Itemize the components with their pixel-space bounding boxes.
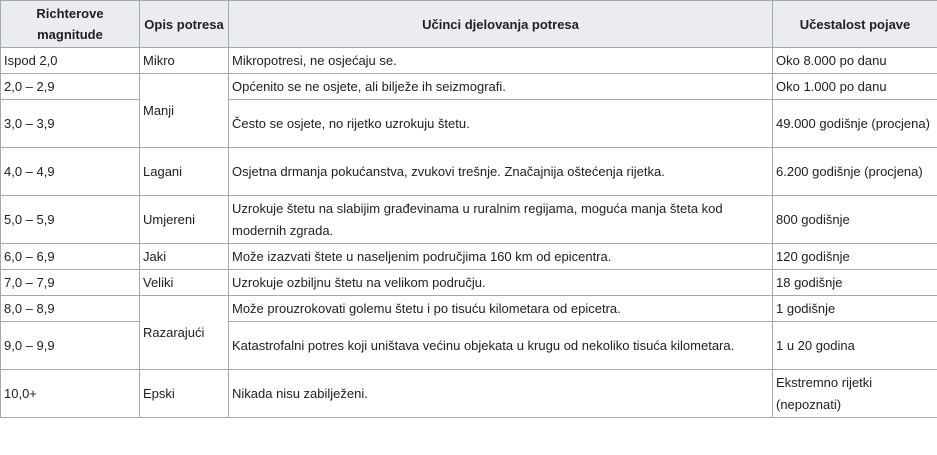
frequency-cell: 49.000 godišnje (procjena)	[773, 100, 937, 148]
description-cell: Manji	[140, 74, 229, 148]
description-cell: Umjereni	[140, 196, 229, 244]
effects-cell: Može izazvati štete u naseljenim područjima 160 km od epicentra.	[229, 244, 773, 270]
effects-cell: Uzrokuje ozbiljnu štetu na velikom području.	[229, 270, 773, 296]
frequency-cell: 120 godišnje	[773, 244, 937, 270]
description-cell: Jaki	[140, 244, 229, 270]
effects-cell: Mikropotresi, ne osjećaju se.	[229, 48, 773, 74]
frequency-cell: 18 godišnje	[773, 270, 937, 296]
table-row	[1, 296, 937, 322]
table-row	[1, 196, 937, 244]
table-row	[1, 244, 937, 270]
effects-cell: Često se osjete, no rijetko uzrokuju štetu.	[229, 100, 773, 148]
magnitude-cell: 3,0 – 3,9	[1, 100, 140, 148]
frequency-cell: Oko 1.000 po danu	[773, 74, 937, 100]
header-description: Opis potresa	[140, 1, 229, 48]
table-row	[1, 48, 937, 74]
frequency-cell: Ekstremno rijetki (nepoznati)	[773, 370, 937, 418]
description-cell: Veliki	[140, 270, 229, 296]
header-effects: Učinci djelovanja potresa	[229, 1, 773, 48]
magnitude-cell: 7,0 – 7,9	[1, 270, 140, 296]
description-cell: Razarajući	[140, 296, 229, 370]
description-cell: Lagani	[140, 148, 229, 196]
effects-cell: Katastrofalni potres koji uništava većinu objekata u krugu od nekoliko tisuća kilometara.	[229, 322, 773, 370]
magnitude-cell: 4,0 – 4,9	[1, 148, 140, 196]
header-magnitude: Richterove magnitude	[1, 1, 140, 48]
frequency-cell: 1 godišnje	[773, 296, 937, 322]
frequency-cell: Oko 8.000 po danu	[773, 48, 937, 74]
table-row	[1, 270, 937, 296]
magnitude-cell: 8,0 – 8,9	[1, 296, 140, 322]
magnitude-cell: 9,0 – 9,9	[1, 322, 140, 370]
effects-cell: Općenito se ne osjete, ali bilježe ih seizmografi.	[229, 74, 773, 100]
description-cell: Mikro	[140, 48, 229, 74]
description-cell: Epski	[140, 370, 229, 418]
header-frequency: Učestalost pojave	[773, 1, 937, 48]
effects-cell: Nikada nisu zabilježeni.	[229, 370, 773, 418]
magnitude-cell: 5,0 – 5,9	[1, 196, 140, 244]
magnitude-cell: 10,0+	[1, 370, 140, 418]
effects-cell: Uzrokuje štetu na slabijim građevinama u ruralnim regijama, moguća manja šteta kod modernih zgrada.	[229, 196, 773, 244]
frequency-cell: 1 u 20 godina	[773, 322, 937, 370]
effects-cell: Može prouzrokovati golemu štetu i po tisuću kilometara od epicetra.	[229, 296, 773, 322]
magnitude-cell: 6,0 – 6,9	[1, 244, 140, 270]
frequency-cell: 6.200 godišnje (procjena)	[773, 148, 937, 196]
table-row	[1, 74, 937, 100]
table-header-row	[1, 1, 937, 48]
magnitude-cell: 2,0 – 2,9	[1, 74, 140, 100]
effects-cell: Osjetna drmanja pokućanstva, zvukovi trešnje. Značajnija oštećenja rijetka.	[229, 148, 773, 196]
table-row	[1, 370, 937, 418]
magnitude-cell: Ispod 2,0	[1, 48, 140, 74]
table-row	[1, 148, 937, 196]
frequency-cell: 800 godišnje	[773, 196, 937, 244]
